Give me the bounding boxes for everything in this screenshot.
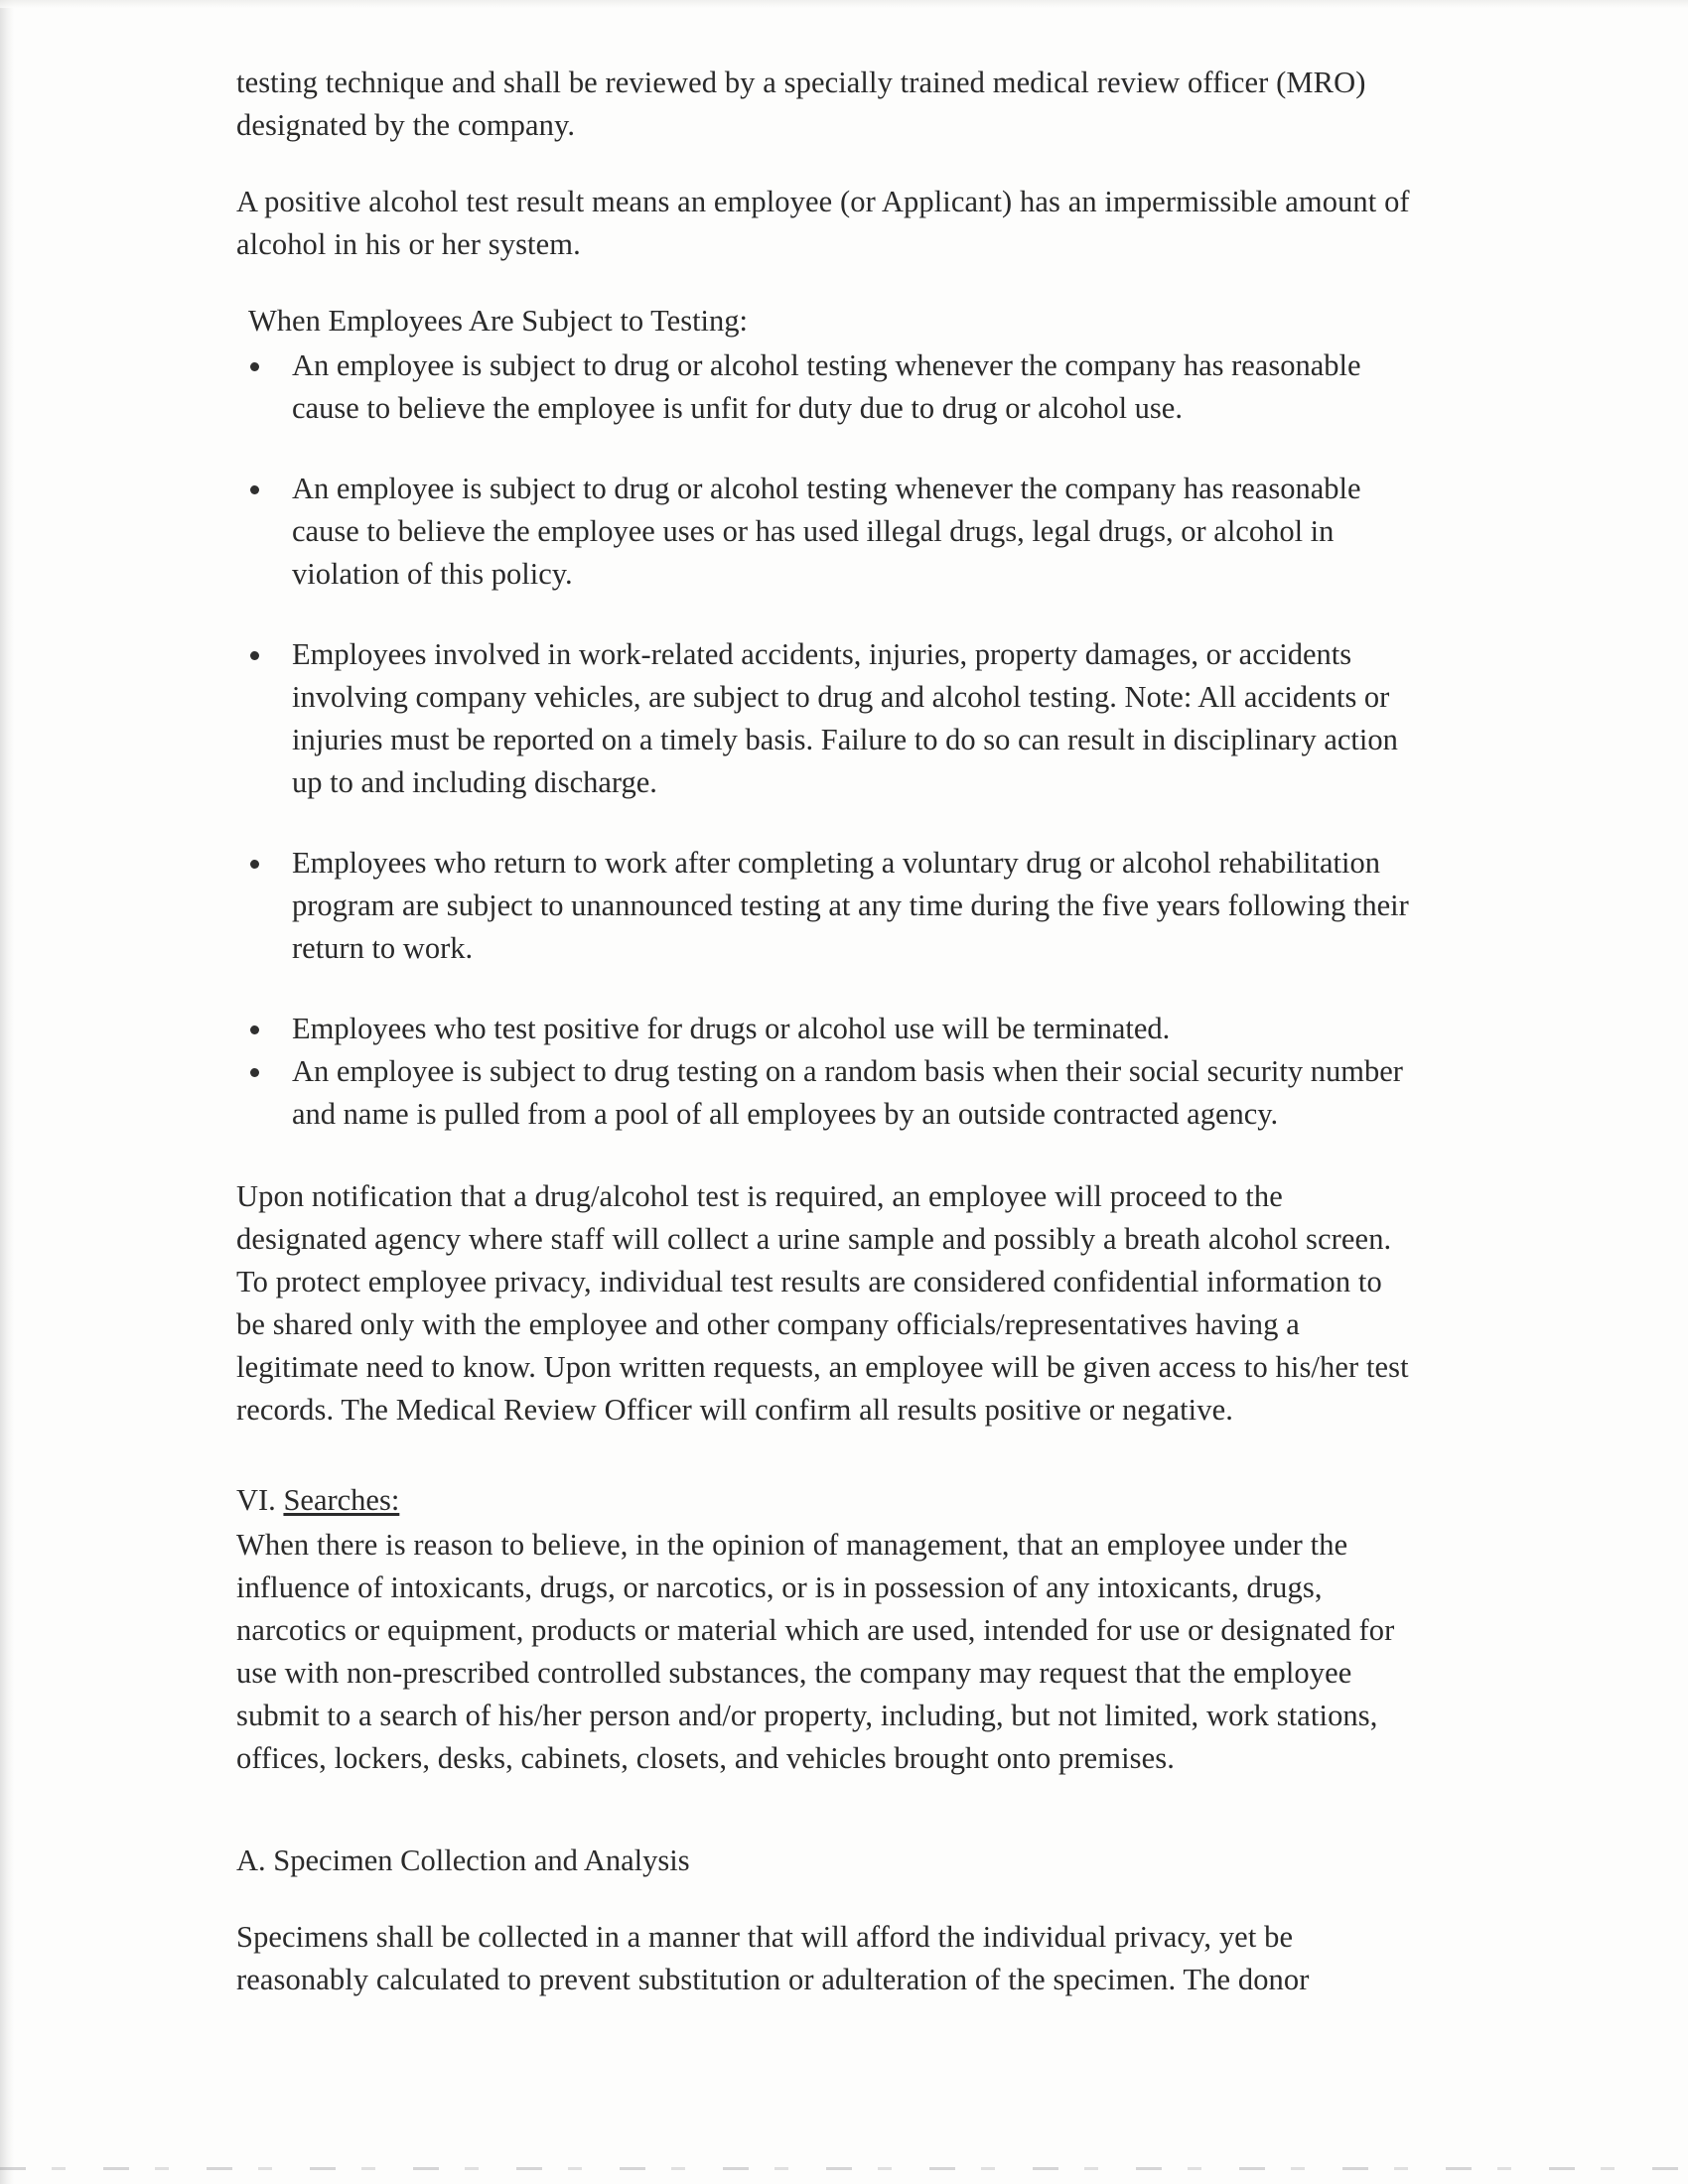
section-spacer xyxy=(236,1814,1410,1840)
section-spacer xyxy=(236,1136,1410,1175)
section-spacer xyxy=(236,1465,1410,1479)
scan-left-edge-shadow xyxy=(0,0,14,2184)
heading-searches xyxy=(236,1479,1410,1522)
paragraph-positive-alcohol-definition: A positive alcohol test result means an employee (or Applicant) has an impermissible amount of alcohol in his or her system. xyxy=(236,185,1410,261)
bullet-dot-icon xyxy=(250,651,259,660)
heading-searches-title: Searches: xyxy=(283,1483,400,1517)
list-item xyxy=(236,344,1410,430)
bullet-dot-icon xyxy=(250,1025,259,1034)
list-item xyxy=(236,1008,1410,1050)
document-body xyxy=(236,62,1410,2035)
list-item-text: Employees who test positive for drugs or alcohol use will be terminated. xyxy=(292,1012,1171,1045)
paragraph-specimen-body: Specimens shall be collected in a manner that will afford the individual privacy, yet be reasonably calculated to prevent substitution or adulteration of the specimen. The donor xyxy=(236,1920,1310,1996)
scan-top-edge-shadow xyxy=(0,0,1688,8)
list-item-text: An employee is subject to drug or alcohol testing whenever the company has reasonable cause to believe the employee is unfit for duty due to drug or alcohol use. xyxy=(292,348,1361,425)
paragraph-mro: testing technique and shall be reviewed by a specially trained medical review officer (MRO) designated by the company. xyxy=(236,66,1366,142)
testing-conditions-list xyxy=(236,344,1410,1136)
list-item xyxy=(236,633,1410,804)
scan-bottom-artifact-line xyxy=(0,2167,1688,2170)
list-item-text: Employees involved in work-related accidents, injuries, property damages, or accidents involving company vehicles, are subject to drug and alcohol testing. Note: All accidents or injuries must be reported on a timely basis. Failure to do so can result in disciplinary action up to and including discharge. xyxy=(292,637,1398,799)
list-item-text: An employee is subject to drug or alcohol testing whenever the company has reasonable cause to believe the employee uses or has used illegal drugs, legal drugs, or alcohol in violation of this policy. xyxy=(292,472,1361,591)
list-item xyxy=(236,842,1410,970)
list-item xyxy=(236,468,1410,596)
bullet-dot-icon xyxy=(250,485,259,494)
paragraph-upon-notification: Upon notification that a drug/alcohol test is required, an employee will proceed to the designated agency where staff will collect a urine sample and possibly a breath alcohol screen. To protect employee privacy, individual test results are considered confidential information to be shared only with the employee and other company officials/representatives having a legitimate need to know. Upon written requests, an employee will be given access to his/her test records. The Medical Review Officer will confirm all results positive or negative. xyxy=(236,1179,1409,1427)
list-item-text: An employee is subject to drug testing on a random basis when their social security number and name is pulled from a pool of all employees by an outside contracted agency. xyxy=(292,1054,1403,1131)
testing-list-intro: When Employees Are Subject to Testing: xyxy=(248,304,748,338)
bullet-dot-icon xyxy=(250,1068,259,1077)
bullet-dot-icon xyxy=(250,860,259,869)
bullet-dot-icon xyxy=(250,362,259,371)
list-item xyxy=(236,1050,1410,1136)
list-item-text: Employees who return to work after completing a voluntary drug or alcohol rehabilitation program are subject to unannounced testing at any time during the five years following their return to work. xyxy=(292,846,1409,965)
heading-specimen-collection: A. Specimen Collection and Analysis xyxy=(236,1843,690,1877)
heading-searches-number: VI. xyxy=(236,1483,276,1517)
paragraph-searches-body: When there is reason to believe, in the opinion of management, that an employee under the influence of intoxicants, drugs, or narcotics, or is in possession of any intoxicants, drugs, narcotics or equipment, products or material which are used, intended for use or designated for use with non-prescribed controlled substances, the company may request that the employee submit to a search of his/her person and/or property, including, but not limited, work stations, offices, lockers, desks, cabinets, closets, and vehicles brought onto premises. xyxy=(236,1528,1395,1775)
